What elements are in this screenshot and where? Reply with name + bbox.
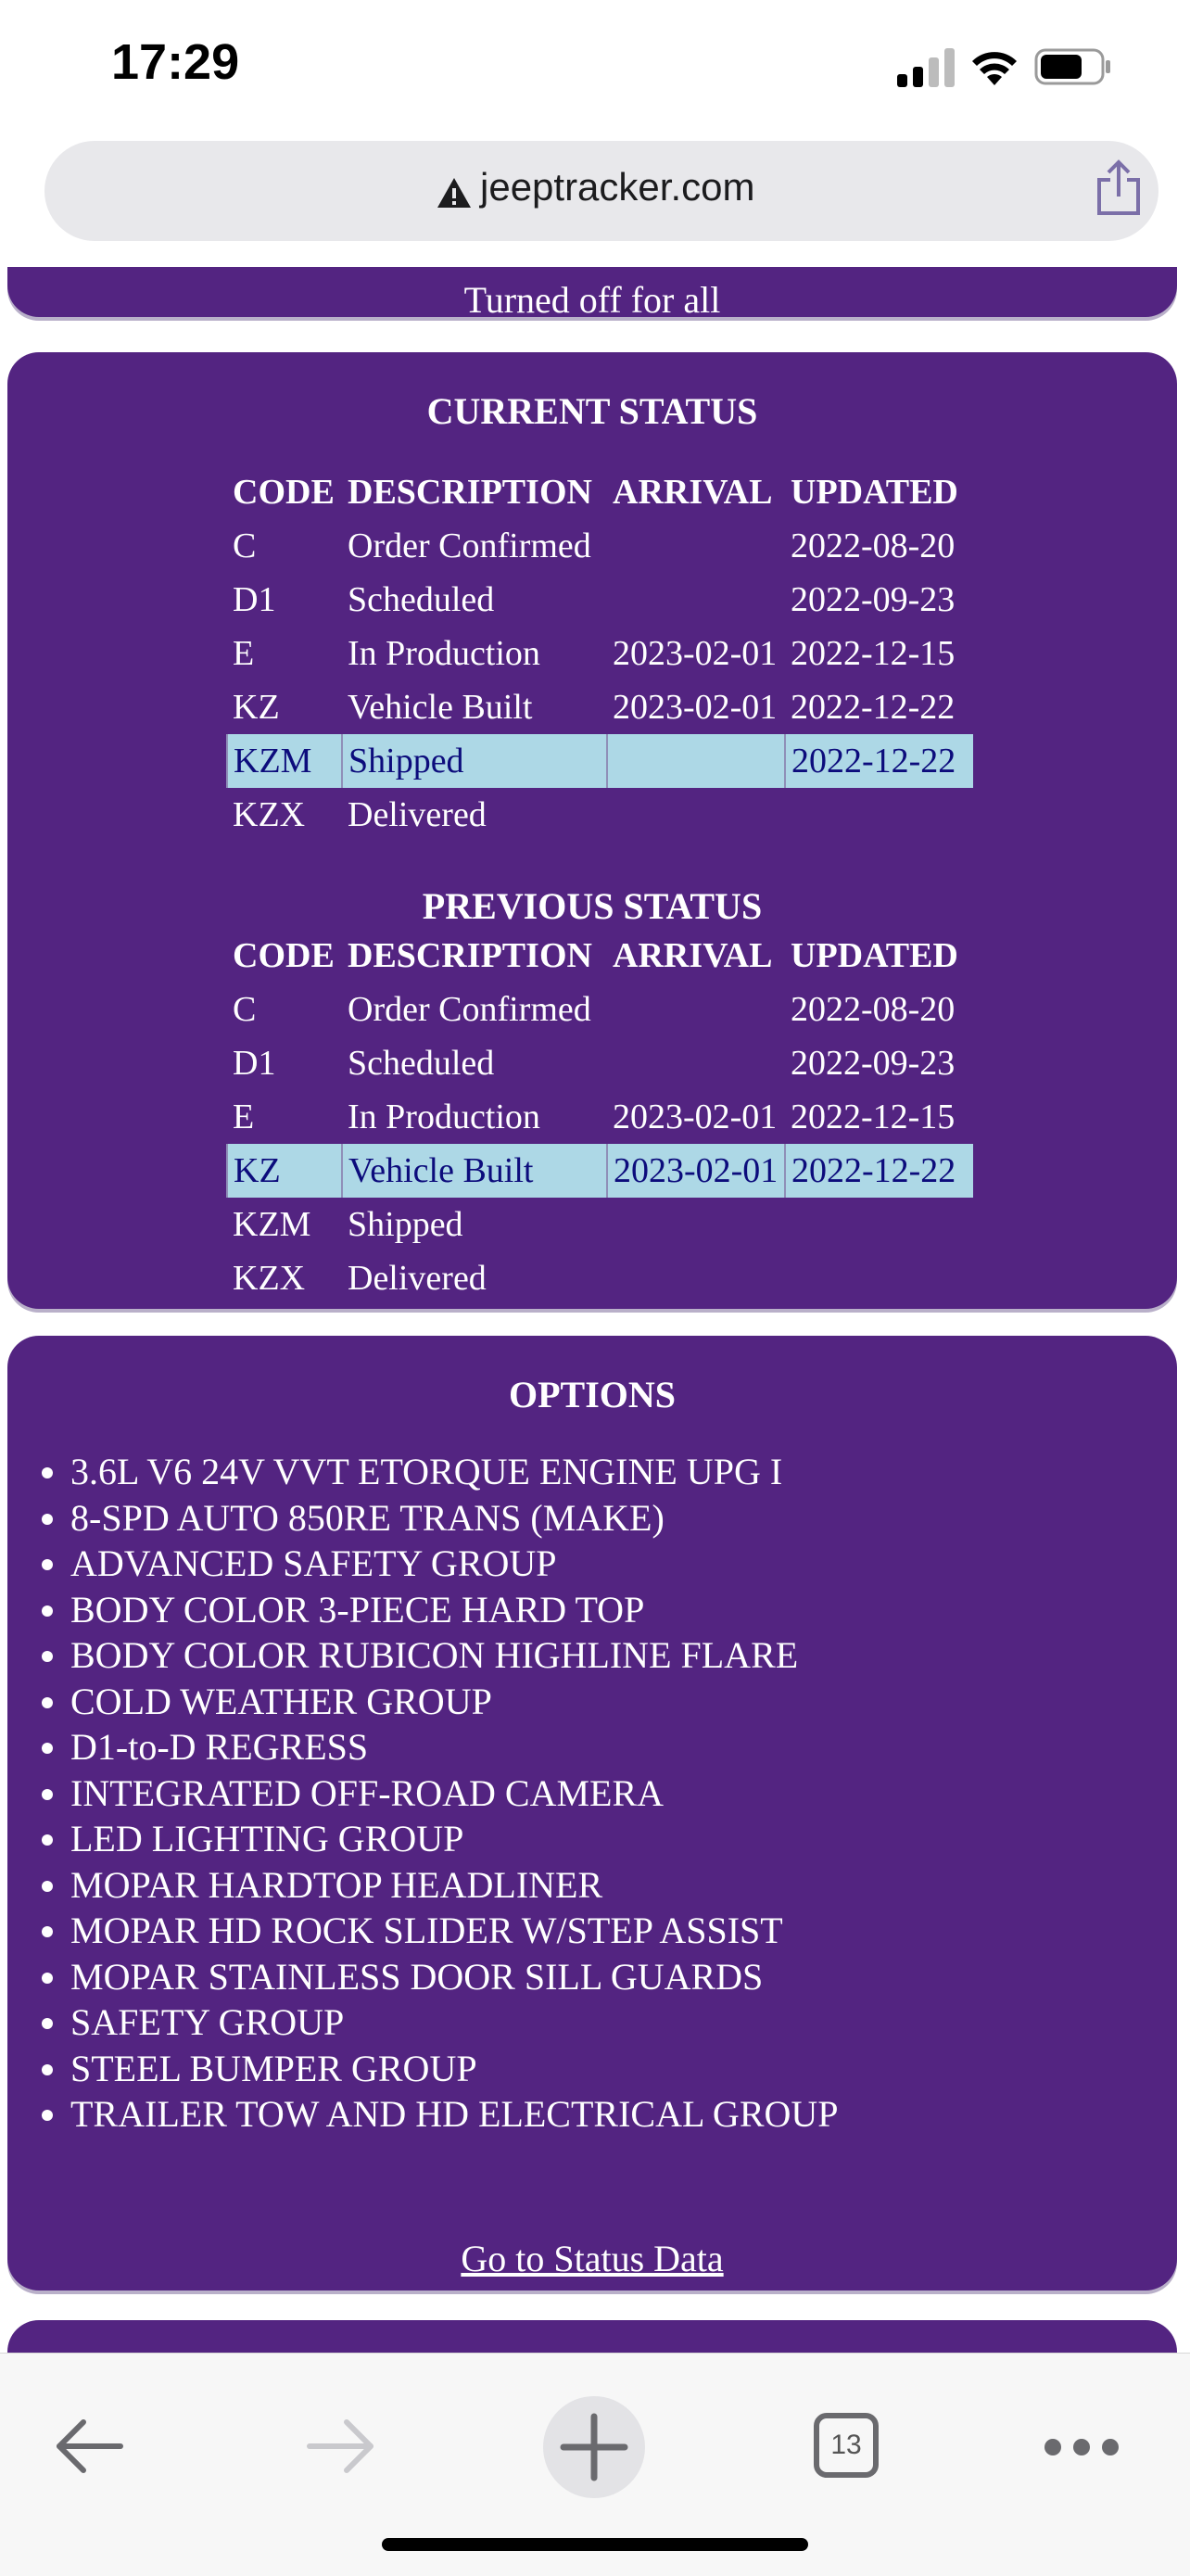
- table-row: [227, 983, 973, 1036]
- cell-code: KZ: [227, 1144, 342, 1198]
- cell-updated: [785, 1198, 973, 1251]
- options-panel: [7, 1336, 1177, 2290]
- table-row: [227, 1090, 973, 1144]
- cell-code: E: [233, 634, 255, 673]
- warning-icon: [436, 176, 473, 209]
- table-row: [227, 1036, 973, 1090]
- cell-description: Shipped: [342, 734, 607, 788]
- status-panel: [7, 352, 1177, 1309]
- cell-updated: 2022-08-20: [791, 990, 956, 1029]
- list-item: • INTEGRATED OFF-ROAD CAMERA: [70, 1770, 839, 1817]
- list-item: • ADVANCED SAFETY GROUP: [70, 1541, 839, 1587]
- cell-description: Vehicle Built: [342, 1144, 607, 1198]
- cell-arrival: [607, 1198, 785, 1251]
- url-text[interactable]: jeeptracker.com: [480, 165, 755, 209]
- cell-arrival: 2023-02-01: [613, 1098, 778, 1136]
- cell-updated: 2022-09-23: [791, 580, 956, 619]
- list-item: • LED LIGHTING GROUP: [70, 1816, 839, 1862]
- table-row-highlighted: [227, 734, 973, 788]
- notification-text: Turned off for all: [463, 279, 721, 321]
- go-to-status-data-link[interactable]: Go to Status Data: [461, 2238, 724, 2279]
- cell-arrival: [607, 519, 785, 573]
- previous-status-title: PREVIOUS STATUS: [422, 885, 763, 927]
- cell-updated: [785, 788, 973, 842]
- cell-description: Shipped: [348, 1205, 463, 1244]
- signal-icon: [897, 48, 956, 87]
- cell-arrival: [607, 788, 785, 842]
- cell-updated: 2022-08-20: [791, 527, 956, 565]
- list-item: • STEEL BUMPER GROUP: [70, 2046, 839, 2092]
- table-header-row: [227, 929, 973, 983]
- table-row: [227, 680, 973, 734]
- cell-code: KZX: [233, 1259, 306, 1298]
- status-time: 17:29: [111, 34, 240, 90]
- cell-code: C: [233, 527, 257, 565]
- tabs-button[interactable]: [814, 2413, 879, 2478]
- cell-description: Vehicle Built: [348, 688, 533, 727]
- table-row: [227, 1251, 973, 1305]
- list-item: • SAFETY GROUP: [70, 1999, 839, 2046]
- cell-description: In Production: [348, 1098, 540, 1136]
- cell-description: Scheduled: [348, 580, 495, 619]
- options-title: OPTIONS: [508, 1374, 677, 1415]
- cell-arrival: [607, 1251, 785, 1305]
- cell-description: Delivered: [348, 1259, 487, 1298]
- tabs-count: 13: [830, 2430, 862, 2460]
- more-icon[interactable]: [1040, 2433, 1123, 2461]
- table-row: [227, 788, 973, 842]
- cell-code: KZX: [233, 795, 306, 834]
- header-arrival: ARRIVAL: [613, 936, 773, 975]
- cell-arrival: 2023-02-01: [607, 1144, 785, 1198]
- list-item: • BODY COLOR RUBICON HIGHLINE FLARE: [70, 1632, 839, 1679]
- battery-icon: [1034, 48, 1112, 85]
- current-status-table: [226, 465, 973, 842]
- options-list: [33, 1449, 839, 2138]
- list-item: • BODY COLOR 3-PIECE HARD TOP: [70, 1587, 839, 1633]
- share-icon[interactable]: [1095, 159, 1142, 217]
- header-updated: UPDATED: [791, 473, 958, 512]
- cell-updated: 2022-12-22: [791, 688, 956, 727]
- back-icon[interactable]: [52, 2409, 126, 2483]
- cell-code: D1: [233, 580, 276, 619]
- cell-description: In Production: [348, 634, 540, 673]
- header-description: DESCRIPTION: [348, 473, 592, 512]
- cell-description: Order Confirmed: [348, 527, 591, 565]
- table-row: [227, 627, 973, 680]
- cell-updated: 2022-09-23: [791, 1044, 956, 1083]
- cell-code: KZ: [233, 688, 280, 727]
- header-updated: UPDATED: [791, 936, 958, 975]
- web-content[interactable]: [0, 267, 1190, 2353]
- table-row: [227, 1198, 973, 1251]
- home-indicator[interactable]: [382, 2538, 808, 2551]
- cell-arrival: 2023-02-01: [613, 688, 778, 727]
- table-row: [227, 519, 973, 573]
- cell-code: KZM: [233, 1205, 311, 1244]
- table-row: [227, 573, 973, 627]
- cell-code: C: [233, 990, 257, 1029]
- cell-arrival: [607, 983, 785, 1036]
- next-panel: [7, 2320, 1177, 2353]
- cell-arrival: [607, 1036, 785, 1090]
- cell-updated: 2022-12-15: [791, 634, 956, 673]
- current-status-title: CURRENT STATUS: [426, 390, 758, 432]
- cell-code: D1: [233, 1044, 276, 1083]
- cell-code: E: [233, 1098, 255, 1136]
- list-item: • D1-to-D REGRESS: [70, 1724, 839, 1770]
- table-row-highlighted: [227, 1144, 973, 1198]
- notification-panel: [7, 267, 1177, 321]
- cell-arrival: 2023-02-01: [613, 634, 778, 673]
- cell-updated: 2022-12-22: [785, 734, 973, 788]
- list-item: • 3.6L V6 24V VVT ETORQUE ENGINE UPG I: [70, 1449, 839, 1495]
- list-item: • MOPAR STAINLESS DOOR SILL GUARDS: [70, 1954, 839, 2000]
- list-item: • MOPAR HARDTOP HEADLINER: [70, 1862, 839, 1909]
- cell-arrival: [607, 734, 785, 788]
- previous-status-table: [226, 929, 973, 1305]
- forward-icon[interactable]: [304, 2409, 378, 2483]
- cell-code: KZM: [227, 734, 342, 788]
- status-bar: [0, 0, 1190, 139]
- cell-updated: [785, 1251, 973, 1305]
- header-code: CODE: [233, 936, 335, 975]
- cell-description: Scheduled: [348, 1044, 495, 1083]
- list-item: • TRAILER TOW AND HD ELECTRICAL GROUP: [70, 2091, 839, 2138]
- address-bar[interactable]: [44, 141, 1158, 241]
- cell-updated: 2022-12-22: [785, 1144, 973, 1198]
- new-tab-button[interactable]: [543, 2396, 645, 2498]
- cell-updated: 2022-12-15: [791, 1098, 956, 1136]
- header-code: CODE: [233, 473, 335, 512]
- cell-description: Delivered: [348, 795, 487, 834]
- list-item: • COLD WEATHER GROUP: [70, 1679, 839, 1725]
- cell-description: Order Confirmed: [348, 990, 591, 1029]
- table-header-row: [227, 465, 973, 519]
- cell-arrival: [607, 573, 785, 627]
- list-item: • MOPAR HD ROCK SLIDER W/STEP ASSIST: [70, 1908, 839, 1954]
- header-arrival: ARRIVAL: [613, 473, 773, 512]
- new-tab-icon: [543, 2396, 645, 2498]
- list-item: • 8-SPD AUTO 850RE TRANS (MAKE): [70, 1495, 839, 1542]
- header-description: DESCRIPTION: [348, 936, 592, 975]
- wifi-icon: [969, 44, 1019, 85]
